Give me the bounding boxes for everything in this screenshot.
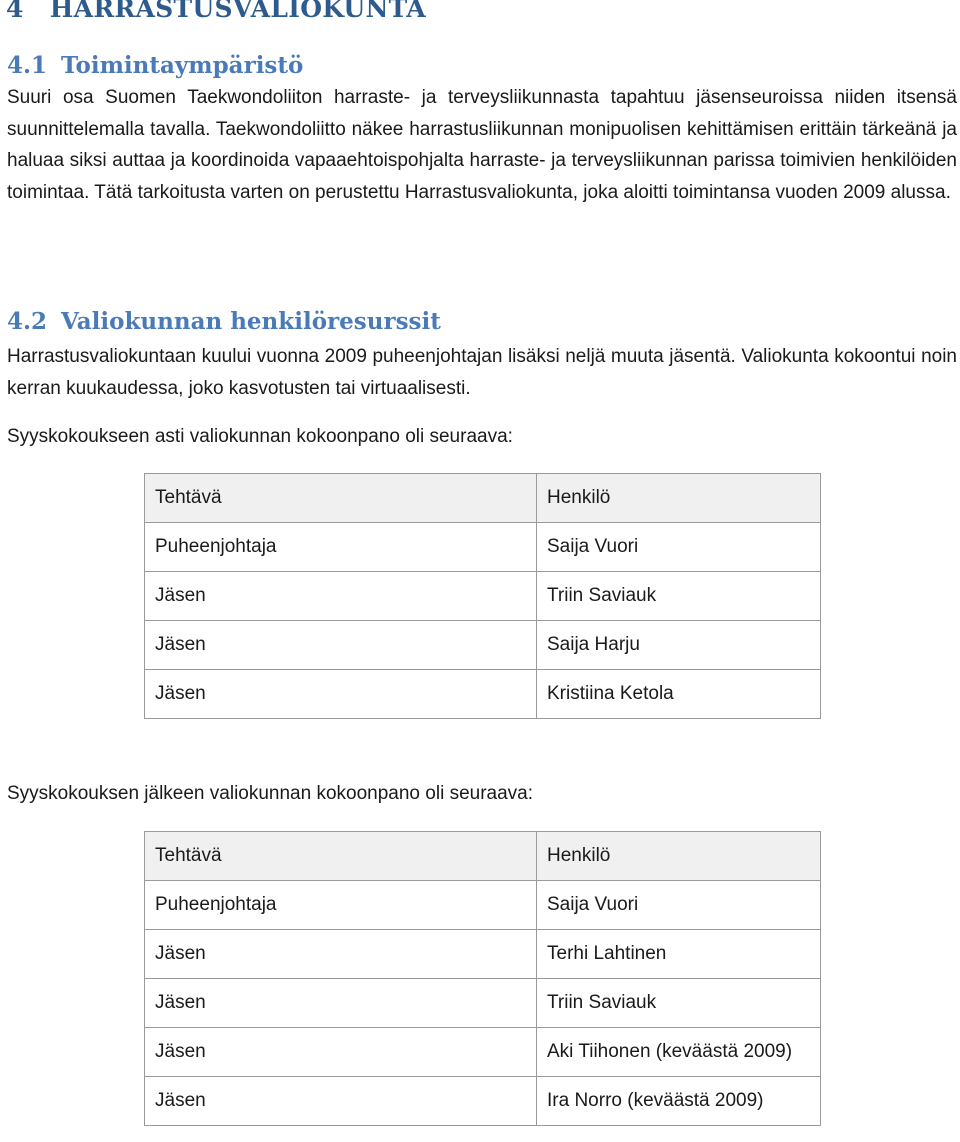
- chapter-title: HARRASTUSVALIOKUNTA: [49, 0, 426, 23]
- table-after-intro: Syyskokouksen jälkeen valiokunnan kokoonpano oli seuraava:: [7, 783, 534, 804]
- role-cell: Puheenjohtaja: [145, 881, 537, 930]
- chapter-number: 4: [6, 0, 24, 23]
- person-cell: Henkilö: [537, 832, 821, 881]
- person-cell: Kristiina Ketola: [537, 670, 821, 719]
- table-header-row: [145, 832, 821, 881]
- section-4-2-paragraph: Harrastusvaliokuntaan kuului vuonna 2009 puheenjohtajan lisäksi neljä muuta jäsentä. Valiokunta kokoontui noin kerran kuukaudessa, joko kasvotusten tai virtuaalisesti.: [7, 346, 957, 399]
- person-cell: Terhi Lahtinen: [537, 930, 821, 979]
- role-cell: Tehtävä: [145, 832, 537, 881]
- table-row: [145, 523, 821, 572]
- table-row: [145, 621, 821, 670]
- role-cell: Jäsen: [145, 1077, 537, 1126]
- section-number: 4.1: [7, 52, 48, 79]
- person-cell: Triin Saviauk: [537, 572, 821, 621]
- table-header-row: [145, 474, 821, 523]
- person-cell: Saija Harju: [537, 621, 821, 670]
- role-cell: Jäsen: [145, 670, 537, 719]
- role-cell: Jäsen: [145, 930, 537, 979]
- section-number: 4.2: [7, 308, 48, 335]
- role-cell: Tehtävä: [145, 474, 537, 523]
- section-heading-4-2: [7, 308, 441, 335]
- section-title: Valiokunnan henkilöresurssit: [61, 308, 441, 335]
- role-cell: Puheenjohtaja: [145, 523, 537, 572]
- role-cell: Jäsen: [145, 1028, 537, 1077]
- person-cell: Ira Norro (keväästä 2009): [537, 1077, 821, 1126]
- section-4-1-paragraph: Suuri osa Suomen Taekwondoliiton harraste- ja terveysliikunnasta tapahtuu jäsenseuroissa niiden itsensä suunnittelemalla tavalla. Taekwondoliitto näkee harrastusliikunnan monipuolisen kehittämisen erittäin tärkeänä ja haluaa siksi auttaa ja koordinoida vapaaehtoispohjalta harraste- ja terveysliikunnan parissa toimivien henkilöiden toimintaa. Tätä tarkoitusta varten on perustettu Harrastusvaliokunta, joka aloitti toimintansa vuoden 2009 alussa.: [7, 87, 957, 203]
- section-title: Toimintaympäristö: [61, 52, 304, 79]
- committee-table-before: [144, 473, 821, 719]
- role-cell: Jäsen: [145, 621, 537, 670]
- table-row: [145, 670, 821, 719]
- table-before-intro: Syyskokoukseen asti valiokunnan kokoonpano oli seuraava:: [7, 426, 513, 447]
- table-row: [145, 1028, 821, 1077]
- table-row: [145, 930, 821, 979]
- committee-table-after: [144, 831, 821, 1126]
- table-row: [145, 572, 821, 621]
- table-row: [145, 1077, 821, 1126]
- person-cell: Triin Saviauk: [537, 979, 821, 1028]
- role-cell: Jäsen: [145, 572, 537, 621]
- person-cell: Saija Vuori: [537, 881, 821, 930]
- role-cell: Jäsen: [145, 979, 537, 1028]
- person-cell: Aki Tiihonen (keväästä 2009): [537, 1028, 821, 1077]
- section-heading-4-1: [7, 52, 303, 79]
- chapter-heading: [6, 0, 426, 23]
- table-row: [145, 881, 821, 930]
- person-cell: Saija Vuori: [537, 523, 821, 572]
- table-row: [145, 979, 821, 1028]
- person-cell: Henkilö: [537, 474, 821, 523]
